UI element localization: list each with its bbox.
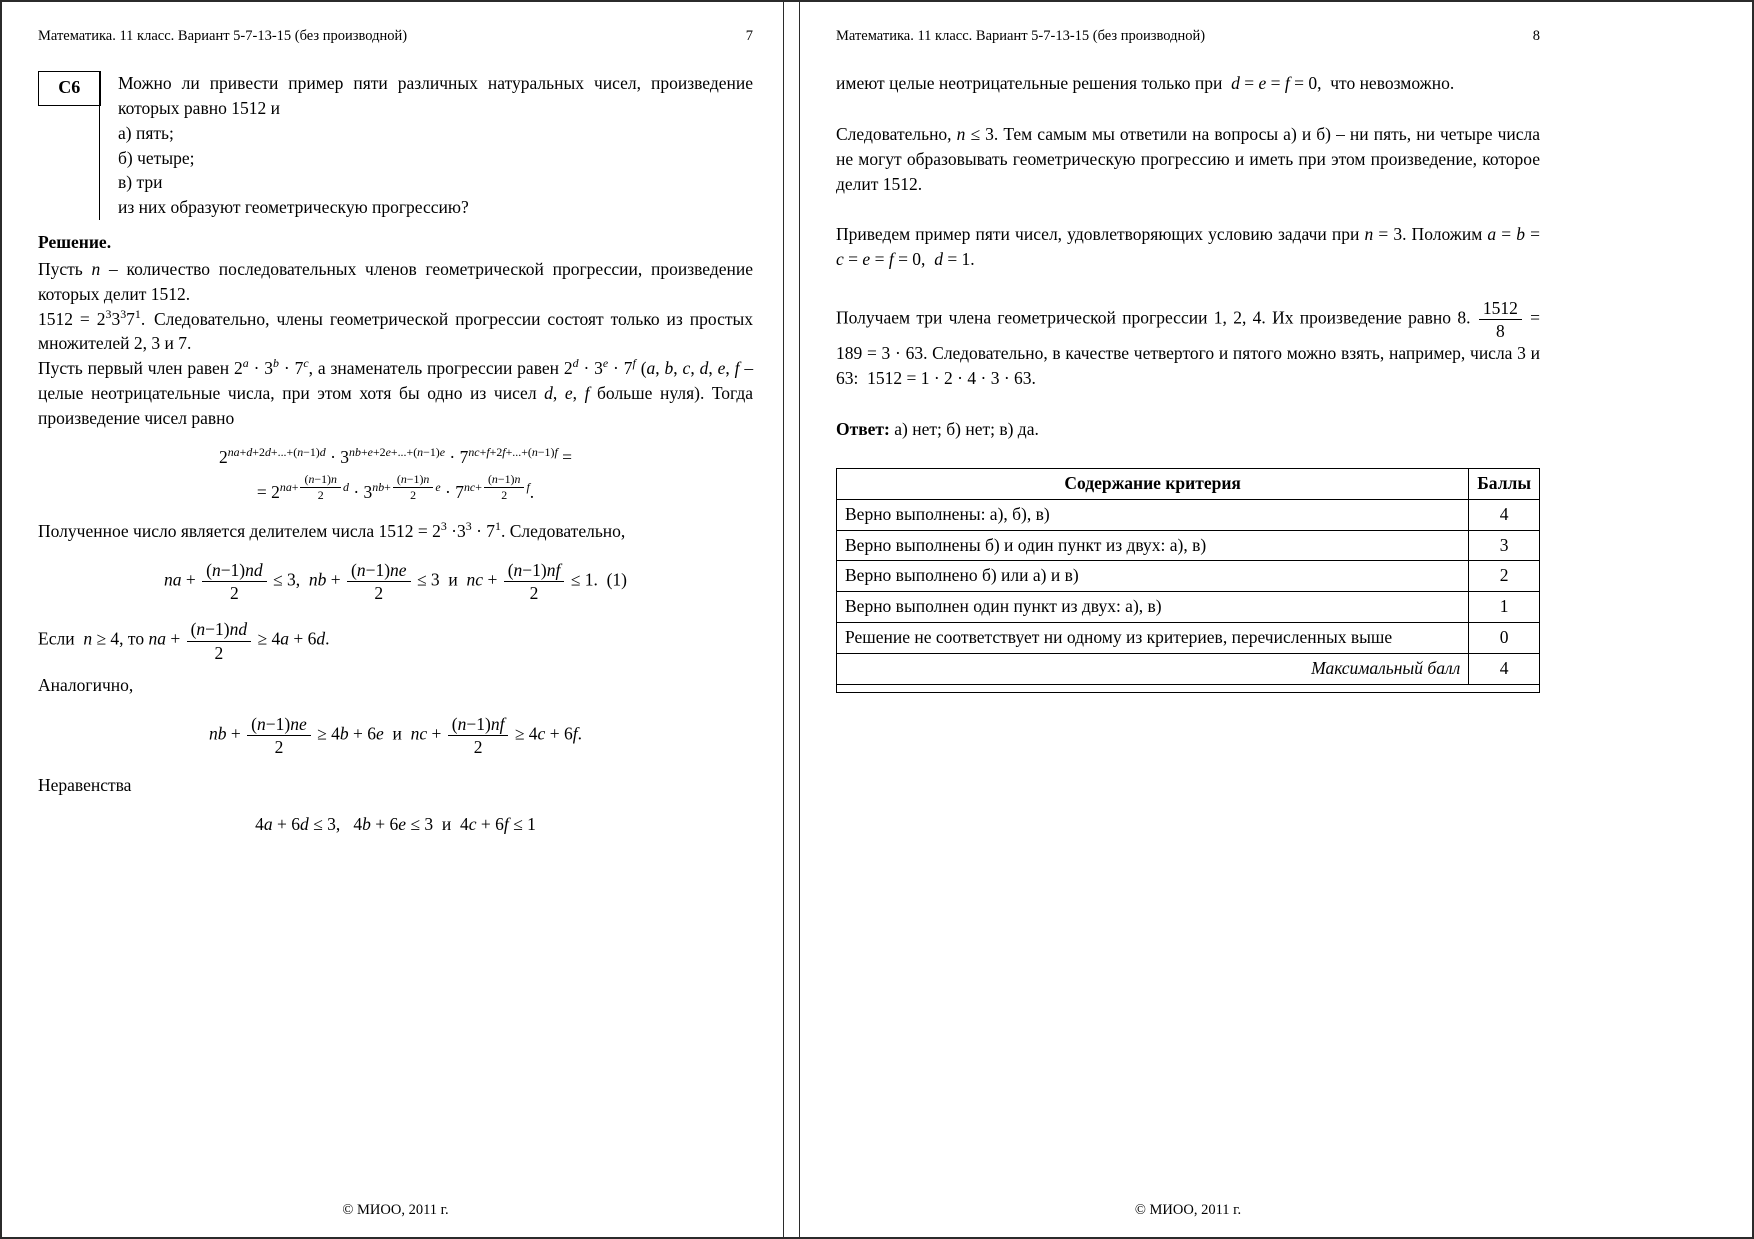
paragraph: Следовательно, n ≤ 3. Тем самым мы ответили на вопросы а) и б) – ни пять, ни четыре числа не могут образовывать геометрическую прогрессию и иметь при этом произведение, которое делит 1512. <box>836 123 1541 194</box>
table-header-row <box>837 468 1540 499</box>
criteria-cell: Верно выполнены б) и один пункт из двух: а), в) <box>837 530 1469 561</box>
display-formula: 4a + 6d ≤ 3, 4b + 6e ≤ 3 и 4c + 6f ≤ 1 <box>255 813 536 834</box>
footer-copyright: © МИОО, 2011 г. <box>1134 1202 1242 1218</box>
paragraph: Приведем пример пяти чисел, удовлетворяющих условию задачи при n = 3. Положим a = b = c = e = f = 0, d = 1. <box>836 224 1540 270</box>
page-header <box>38 28 753 45</box>
problem-item-a: а) пять; <box>118 122 174 143</box>
problem-marker <box>38 71 100 220</box>
display-formula: na + $\frac{(n-1)nd}{2}$ ≤ 3, nb + $\frac{(n-1)ne}{2}$ ≤ 3 и nc + $\frac{(n-1)nf}{2}$ ≤ 1. (1) <box>163 560 627 604</box>
points-cell: 0 <box>1469 623 1540 654</box>
problem-outro: из них образуют геометрическую прогрессию? <box>118 197 469 218</box>
paragraph: Полученное число является делителем числа $1512 = 2^3 \cdot 3^3 \cdot 7^1$. Следовательно, <box>38 519 626 542</box>
paragraph: Пусть первый член равен $2^a \cdot 3^b \cdot 7^c$, а знаменатель прогрессии равен $2^d \cdot 3^e \cdot 7^f$ (a, b, c, d, e, f – целые неотрицательные числа, при этом хотя бы одно из чисел d, e, f больше нуля). Тогда произведение чисел равно <box>38 356 754 428</box>
paragraph: Если n ≥ 4, то na + $\frac{(n-1)nd}{2}$ ≥ 4a + 6d. <box>38 619 330 663</box>
points-cell: 1 <box>1469 592 1540 623</box>
problem-statement <box>100 71 753 220</box>
table-row <box>837 561 1540 592</box>
paragraph: Аналогично, <box>38 674 134 695</box>
points-cell: 3 <box>1469 530 1540 561</box>
page-header <box>836 28 1540 45</box>
paragraph: Получаем три члена геометрической прогрессии 1, 2, 4. Их произведение равно 8. $\frac{1512}{8}$ = 189 = 3 · 63. Следовательно, в качестве четвертого и пятого можно взять, например, числа 3 и 63: 1512 = 1 · 2 · 4 · 3 · 63. <box>836 298 1541 389</box>
points-cell: 4 <box>1469 499 1540 530</box>
page-content <box>836 71 1540 1194</box>
page-number: 7 <box>745 28 753 44</box>
answer-label: Ответ: <box>836 419 890 439</box>
criteria-header-cell: Содержание критерия <box>837 468 1469 499</box>
answer-text: а) нет; б) нет; в) да. <box>894 419 1039 439</box>
problem-item-b: б) четыре; <box>118 147 195 168</box>
display-formula: = $2^{na+ \frac{(n-1)n}{2} d} \cdot 3^{nb+ \frac{(n-1)n}{2} e} \cdot 7^{nc+ \frac{(n-1)n}{2} f}$. <box>256 471 535 503</box>
footer-copyright: © МИОО, 2011 г. <box>342 1202 449 1218</box>
points-header-cell: Баллы <box>1469 468 1540 499</box>
problem-code: С6 <box>38 71 101 106</box>
criteria-cell: Решение не соответствует ни одному из критериев, перечисленных выше <box>837 623 1469 654</box>
solution-heading: Решение. <box>38 232 112 253</box>
paragraph: Неравенства <box>38 774 132 795</box>
max-score-points-cell: 4 <box>1469 653 1540 684</box>
paragraph: Пусть n – количество последовательных членов геометрической прогрессии, произведение которых делит 1512. <box>38 258 753 304</box>
page-header-title: Математика. 11 класс. Вариант 5-7-13-15 (без производной) <box>836 28 1206 44</box>
problem-item-c: в) три <box>118 172 163 193</box>
table-row <box>837 592 1540 623</box>
problem-block <box>38 71 753 220</box>
page-left <box>2 2 784 1237</box>
display-formula: nb + $\frac{(n-1)ne}{2}$ ≥ 4b + 6e и nc + $\frac{(n-1)nf}{2}$ ≥ 4c + 6f. <box>209 713 582 757</box>
table-spacer-cell <box>837 684 1540 692</box>
table-row-max <box>837 653 1540 684</box>
max-score-label-cell: Максимальный балл <box>837 653 1469 684</box>
page-right <box>799 2 1752 1237</box>
page-content <box>38 71 753 1194</box>
table-row <box>837 530 1540 561</box>
points-cell: 2 <box>1469 561 1540 592</box>
display-formula: $2^{na+d+2d+...+(n-1)d} \cdot 3^{nb+e+2e+...+(n-1)e} \cdot 7^{nc+f+2f+...+(n-1)f}$ = <box>218 444 573 467</box>
page-number: 8 <box>1532 28 1540 44</box>
page-header-title: Математика. 11 класс. Вариант 5-7-13-15 (без производной) <box>38 28 408 44</box>
table-spacer-row <box>837 684 1540 692</box>
criteria-cell: Верно выполнено б) или а) и в) <box>837 561 1469 592</box>
table-row <box>837 499 1540 530</box>
answer-line <box>836 417 1540 442</box>
criteria-cell: Верно выполнен один пункт из двух: а), в) <box>837 592 1469 623</box>
paragraph: $1512 = 2^33^37^1$. Следовательно, члены геометрической прогрессии состоят только из простых множителей 2, 3 и 7. <box>38 306 753 354</box>
problem-intro: Можно ли привести пример пяти различных натуральных чисел, произведение которых равно 1512 и <box>118 73 753 118</box>
table-row <box>837 623 1540 654</box>
criteria-cell: Верно выполнены: а), б), в) <box>837 499 1469 530</box>
criteria-table <box>836 468 1540 693</box>
paragraph: имеют целые неотрицательные решения только при d = e = f = 0, что невозможно. <box>836 73 1455 93</box>
